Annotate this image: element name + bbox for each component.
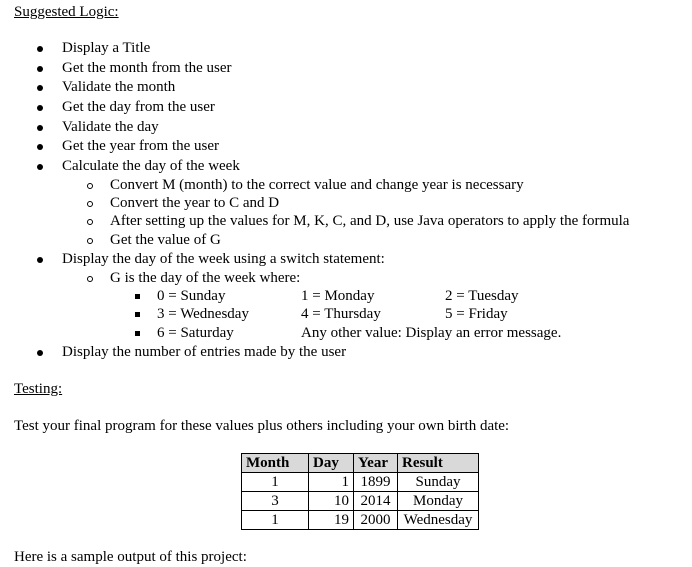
day-map-item: 3 = Wednesday <box>157 306 249 322</box>
step-item: Validate the month <box>62 79 176 95</box>
substep-item: After setting up the values for M, K, C, and D, use Java operators to apply the formula <box>110 213 630 229</box>
day-map-item: 0 = Sunday <box>157 288 226 304</box>
table-cell: 3 <box>242 492 309 511</box>
day-map-item: Any other value: Display an error message. <box>301 325 562 341</box>
table-cell: 10 <box>309 492 354 511</box>
bullet-icon <box>37 350 43 356</box>
table-cell: Wednesday <box>398 511 479 530</box>
table-row <box>242 511 479 530</box>
testing-text: Test your final program for these values plus others including your own birth date: <box>14 418 510 434</box>
entries-step: Display the number of entries made by the user <box>62 344 347 360</box>
day-map-item: 4 = Thursday <box>301 306 381 322</box>
bullet-icon <box>37 85 43 91</box>
table-cell: 2014 <box>354 492 398 511</box>
square-bullet-icon <box>135 331 140 336</box>
day-map-item: 5 = Friday <box>445 306 508 322</box>
table-row <box>242 473 479 492</box>
step-item: Get the year from the user <box>62 138 220 154</box>
circle-bullet-icon <box>87 219 93 225</box>
bullet-icon <box>37 257 43 263</box>
display-step: Display the day of the week using a switch statement: <box>62 251 385 267</box>
table-header: Day <box>309 454 354 473</box>
substep-item: Get the value of G <box>110 232 221 248</box>
table-cell: 1 <box>242 511 309 530</box>
table-header: Year <box>354 454 398 473</box>
step-item: Get the month from the user <box>62 60 232 76</box>
table-cell: 1 <box>309 473 354 492</box>
table-cell: Monday <box>398 492 479 511</box>
table-cell: 19 <box>309 511 354 530</box>
table-cell: 1899 <box>354 473 398 492</box>
day-map-item: 2 = Tuesday <box>445 288 519 304</box>
table-cell: 1 <box>242 473 309 492</box>
step-item: Validate the day <box>62 119 159 135</box>
testing-heading: Testing: <box>14 381 63 397</box>
circle-bullet-icon <box>87 238 93 244</box>
bullet-icon <box>37 46 43 52</box>
circle-bullet-icon <box>87 183 93 189</box>
square-bullet-icon <box>135 312 140 317</box>
table-header: Result <box>398 454 479 473</box>
circle-bullet-icon <box>87 201 93 207</box>
day-map-item: 1 = Monday <box>301 288 375 304</box>
sample-output-text: Here is a sample output of this project: <box>14 549 247 565</box>
test-values-table <box>241 453 479 530</box>
bullet-icon <box>37 164 43 170</box>
bullet-icon <box>37 105 43 111</box>
substep-item: Convert M (month) to the correct value and change year is necessary <box>110 177 524 193</box>
g-description: G is the day of the week where: <box>110 270 301 286</box>
step-item: Get the day from the user <box>62 99 215 115</box>
logic-heading: Suggested Logic: <box>14 4 119 20</box>
table-header-row <box>242 454 479 473</box>
bullet-icon <box>37 66 43 72</box>
square-bullet-icon <box>135 294 140 299</box>
table-cell: 2000 <box>354 511 398 530</box>
table-cell: Sunday <box>398 473 479 492</box>
substep-item: Convert the year to C and D <box>110 195 280 211</box>
table-header: Month <box>242 454 309 473</box>
day-map-item: 6 = Saturday <box>157 325 234 341</box>
table-row <box>242 492 479 511</box>
bullet-icon <box>37 125 43 131</box>
step-item: Calculate the day of the week <box>62 158 240 174</box>
step-item: Display a Title <box>62 40 151 56</box>
bullet-icon <box>37 144 43 150</box>
circle-bullet-icon <box>87 276 93 282</box>
